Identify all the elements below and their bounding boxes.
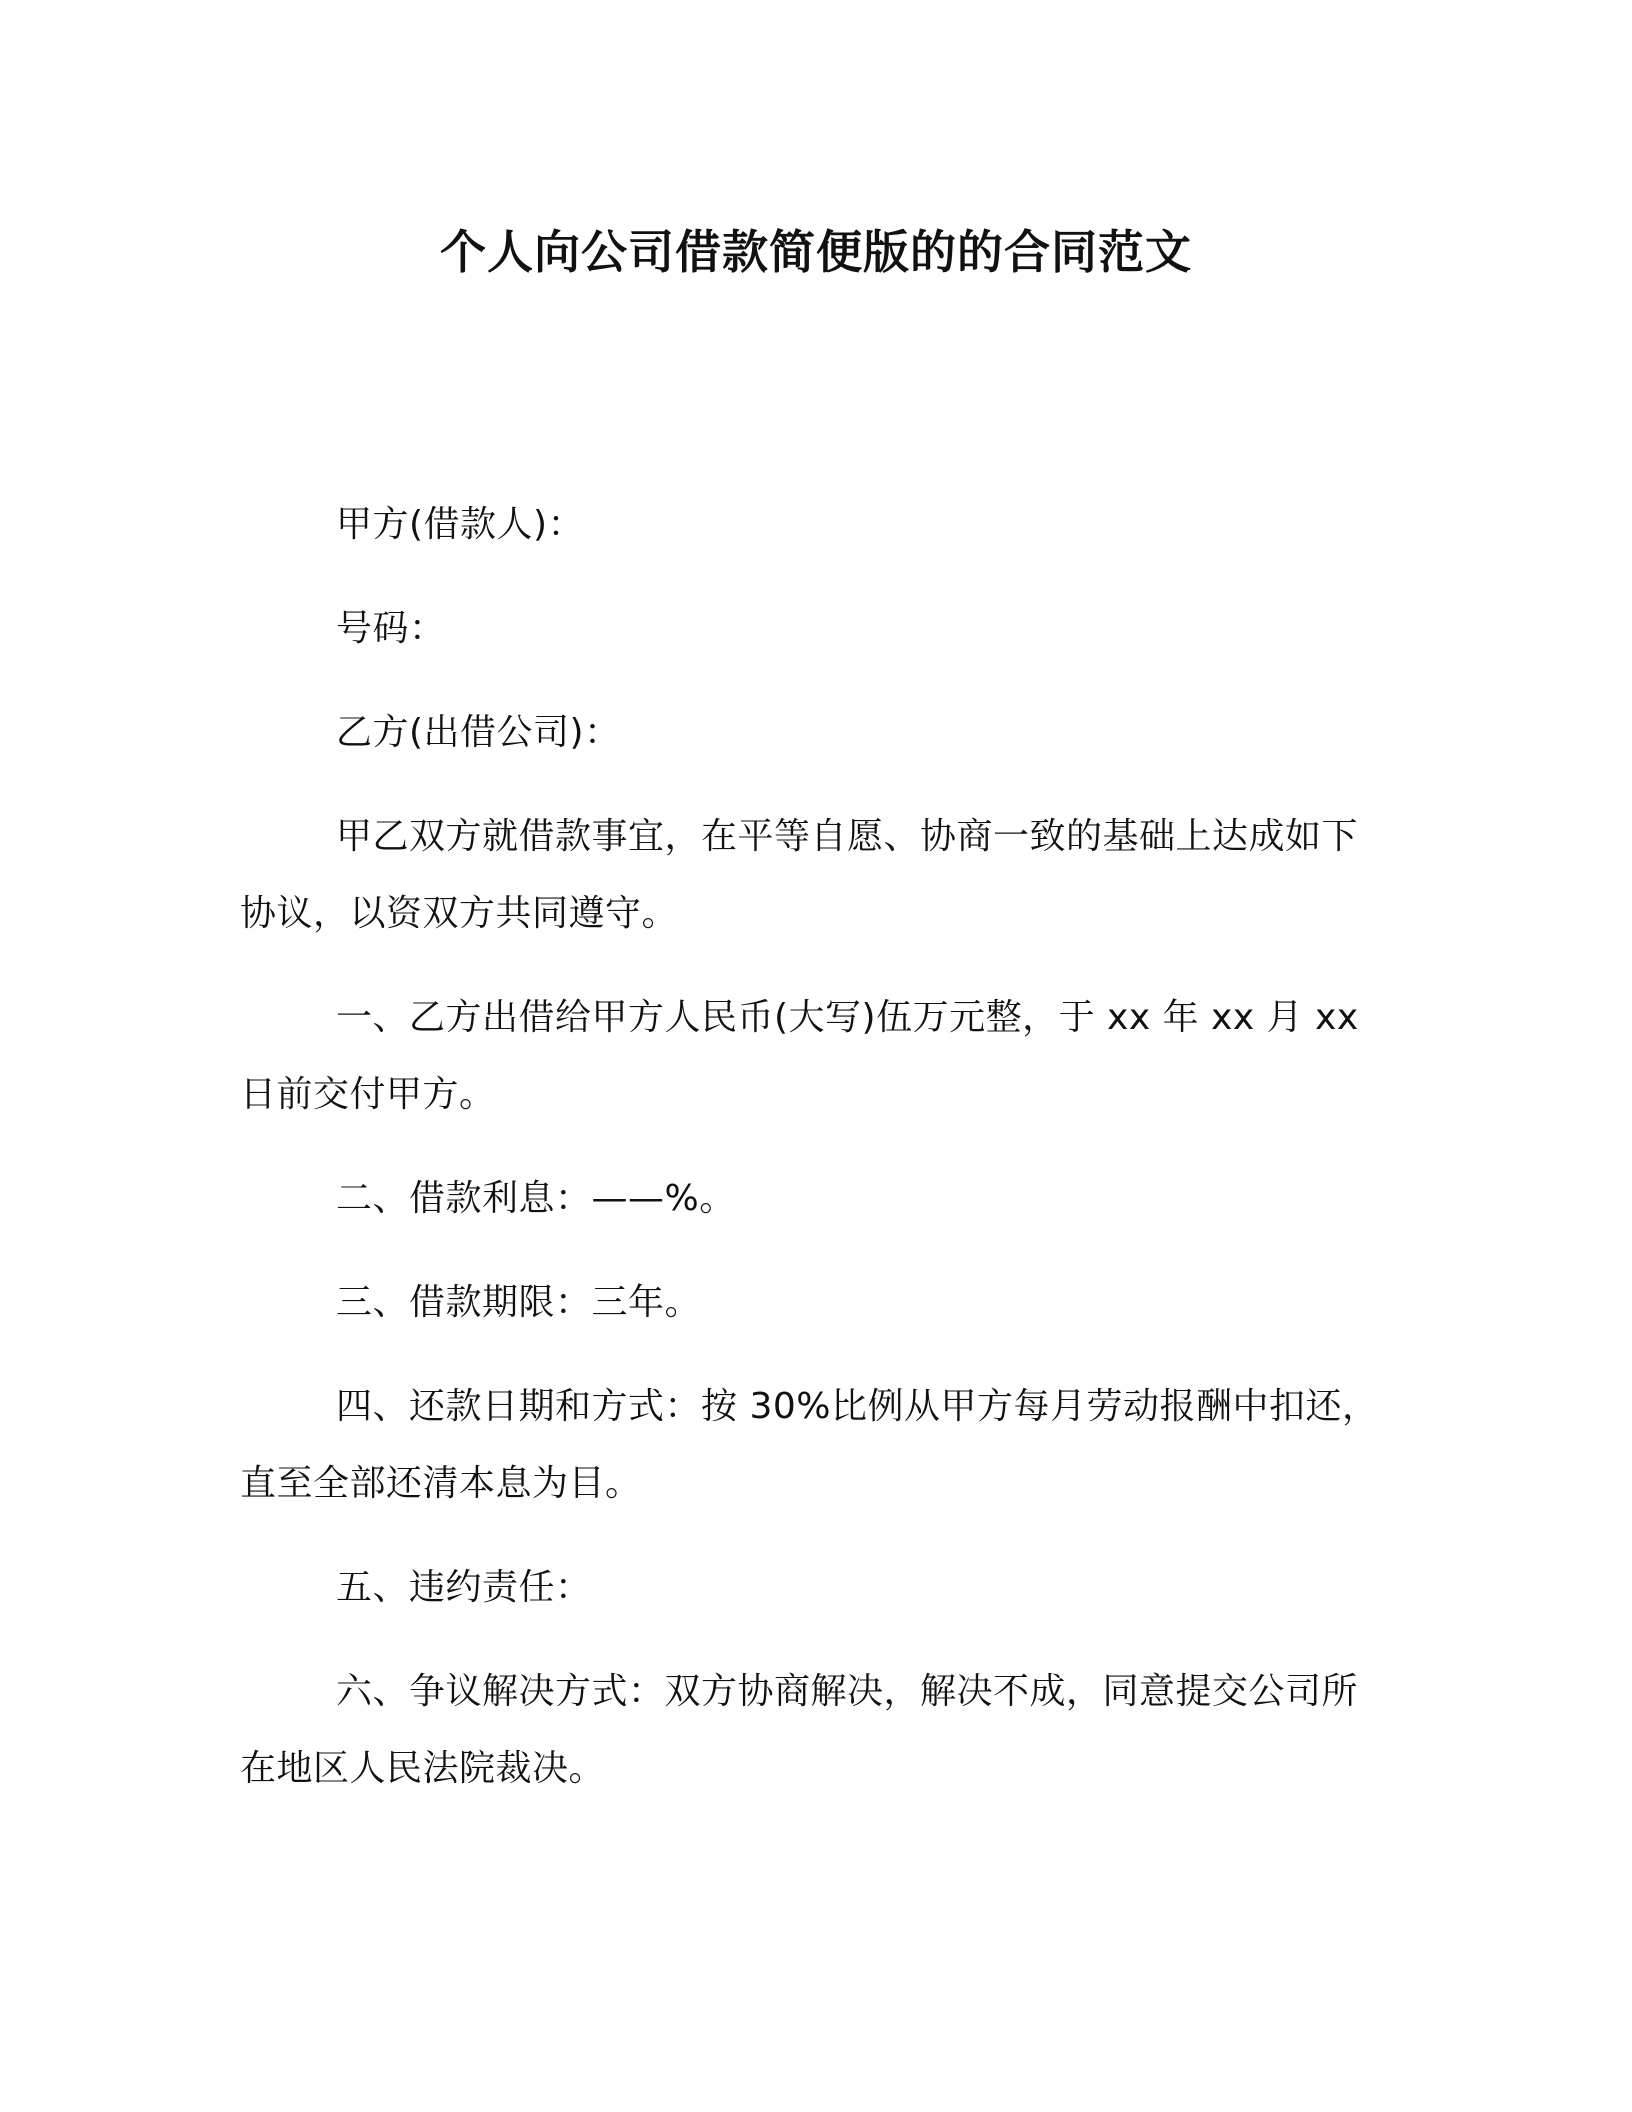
clause-3-term: 三、借款期限：三年。 <box>336 1282 702 1323</box>
document-title: 个人向公司借款简便版的的合同范文 <box>440 225 1192 279</box>
clause-1-loan-amount: 一、乙方出借给甲方人民币(大写)伍万元整，于 xx 年 xx 月 xx 日前交付甲方。 <box>240 997 1359 1115</box>
party-a-field: 甲方(借款人)： <box>336 504 585 545</box>
preamble-paragraph: 甲乙双方就借款事宜，在平等自愿、协商一致的基础上达成如下协议，以资双方共同遵守。 <box>240 816 1359 934</box>
clause-6-dispute: 六、争议解决方式：双方协商解决，解决不成，同意提交公司所在地区人民法院裁决。 <box>240 1671 1359 1789</box>
clause-2-interest: 二、借款利息：——%。 <box>336 1178 736 1219</box>
document-body <box>240 486 1380 1834</box>
party-b-field: 乙方(出借公司)： <box>336 712 621 753</box>
clause-4-repayment: 四、还款日期和方式：按 30%比例从甲方每月劳动报酬中扣还，直至全部还清本息为目。 <box>240 1386 1379 1504</box>
clause-5-liability: 五、违约责任： <box>336 1567 592 1608</box>
id-number-field: 号码： <box>336 608 446 649</box>
